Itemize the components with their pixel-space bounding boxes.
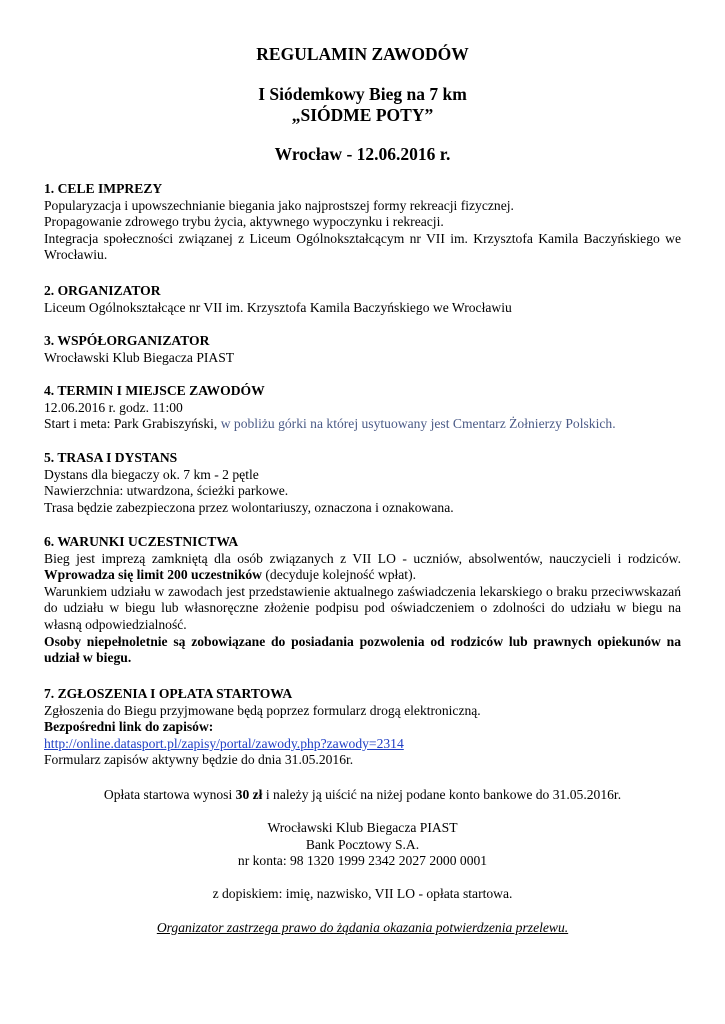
section-5: [44, 450, 681, 516]
registration-link[interactable]: http://online.datasport.pl/zapisy/portal/zawody.php?zawody=2314: [44, 735, 404, 751]
transfer-note: [44, 886, 681, 903]
section-line: Dystans dla biegaczy ok. 7 km - 2 pętle: [44, 466, 259, 482]
section-heading: 5. TRASA I DYSTANS: [44, 450, 178, 465]
fee-part: Opłata startowa wynosi: [103, 787, 236, 802]
section-line: Formularz zapisów aktywny będzie do dnia 31.05.2016r.: [44, 752, 354, 768]
section-line: Zgłoszenia do Biegu przyjmowane będą poprzez formularz drogą elektroniczną.: [44, 702, 481, 718]
section-6: [44, 534, 681, 667]
bank-account: nr konta: 98 1320 1999 2342 2027 2000 0001: [237, 853, 488, 869]
section-4: [44, 383, 681, 433]
section-line: Liceum Ogólnokształcące nr VII im. Krzysztofa Kamila Baczyńskiego we Wrocławiu: [44, 299, 512, 315]
fee-part: i należy ją uiścić na niżej podane konto bankowe do 31.05.2016r.: [262, 787, 622, 802]
event-name: [0, 84, 725, 126]
fee-amount: 30 zł: [235, 787, 263, 802]
section-7: [44, 686, 681, 769]
document-title: REGULAMIN ZAWODÓW: [256, 44, 469, 64]
section-3: [44, 333, 681, 366]
section-1: [44, 181, 681, 264]
event-place-date: Wrocław - 12.06.2016 r.: [274, 144, 451, 164]
section-2: [44, 283, 681, 316]
location-note: w pobliżu górki na której usytuowany jest Cmentarz Żołnierzy Polskich.: [217, 416, 616, 432]
fee-line: [44, 787, 681, 804]
transfer-note-text: z dopiskiem: imię, nazwisko, VII LO - opłata startowa.: [212, 886, 513, 901]
section-heading: 1. CELE IMPREZY: [44, 181, 163, 196]
paragraph-text: (decyduje kolejność wpłat).: [262, 567, 417, 583]
section-paragraph-bold: Osoby niepełnoletnie są zobowiązane do posiadania pozwolenia od rodziców lub prawnych opiekunów na udział w biegu.: [44, 633, 681, 666]
section-line: Popularyzacja i upowszechnianie biegania jako najprostszej formy rekreacji fizycznej.: [44, 197, 514, 213]
section-paragraph: [44, 551, 681, 584]
section-line: 12.06.2016 r. godz. 11:00: [44, 399, 183, 415]
section-line: Wrocławski Klub Biegacza PIAST: [44, 349, 235, 365]
section-line: Integracja społeczności związanej z Liceum Ogólnokształcącym nr VII im. Krzysztofa Kamila Baczyńskiego we Wrocławiu.: [44, 230, 681, 263]
section-line: Bezpośredni link do zapisów:: [44, 719, 214, 735]
section-heading: 7. ZGŁOSZENIA I OPŁATA STARTOWA: [44, 686, 293, 701]
event-subtitle-2: „SIÓDME POTY”: [291, 105, 434, 125]
section-line: Nawierzchnia: utwardzona, ścieżki parkowe.: [44, 483, 289, 499]
paragraph-text: Bieg jest imprezą zamkniętą dla osób związanych z VII LO - uczniów, absolwentów, nauczycieli i rodziców.: [44, 550, 681, 566]
section-heading: 6. WARUNKI UCZESTNICTWA: [44, 534, 239, 549]
footer-note: [44, 920, 681, 937]
event-subtitle-1: I Siódemkowy Bieg na 7 km: [258, 84, 467, 104]
footer-note-text: Organizator zastrzega prawo do żądania okazania potwierdzenia przelewu.: [156, 920, 569, 935]
bank-details: [44, 820, 681, 870]
fee-text: [44, 787, 681, 804]
section-line: Trasa będzie zabezpieczona przez wolontariuszy, oznaczona i oznakowana.: [44, 499, 454, 515]
participant-limit: Wprowadza się limit 200 uczestników: [44, 567, 262, 583]
section-line: Propagowanie zdrowego trybu życia, aktywnego wypoczynku i rekreacji.: [44, 214, 444, 230]
bank-name: Bank Pocztowy S.A.: [305, 836, 420, 852]
section-heading: 3. WSPÓŁORGANIZATOR: [44, 333, 210, 348]
section-paragraph: Warunkiem udziału w zawodach jest przedstawienie aktualnego zaświadczenia lekarskiego o braku przeciwwskazań do udziału w biegu lub własnoręczne złożenie podpisu pod oświadczeniem o zdolności do udziału w biegu na własną odpowiedzialność.: [44, 583, 681, 632]
start-meta-label: Start i meta: Park Grabiszyński,: [44, 416, 218, 432]
section-heading: 4. TERMIN I MIEJSCE ZAWODÓW: [44, 383, 265, 398]
bank-recipient: Wrocławski Klub Biegacza PIAST: [267, 820, 458, 835]
section-line: [44, 416, 681, 433]
section-heading: 2. ORGANIZATOR: [44, 283, 161, 298]
